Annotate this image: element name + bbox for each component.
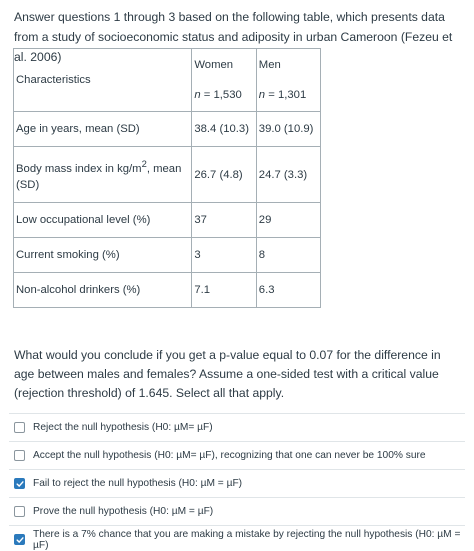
header-women-n-value: = 1,530 — [200, 89, 242, 101]
table-row — [14, 147, 321, 203]
row-men-value: 6.3 — [256, 273, 320, 308]
header-men — [256, 49, 320, 112]
row-women-value: 38.4 (10.3) — [192, 112, 256, 147]
row-women-value: 7.1 — [192, 273, 256, 308]
header-men-n — [259, 87, 318, 103]
answer-label: Reject the null hypothesis (H0: µM= µF) — [33, 422, 213, 433]
answer-option[interactable] — [9, 441, 465, 469]
row-label-rest: , mean (SD) — [16, 162, 182, 191]
answer-label: Accept the null hypothesis (H0: µM= µF), recognizing that one can never be 100% sure — [33, 450, 426, 461]
row-label: Non-alcohol drinkers (%) — [14, 273, 192, 308]
answer-option[interactable] — [9, 497, 465, 525]
checkbox[interactable] — [14, 534, 25, 545]
header-characteristics-label: Characteristics — [16, 74, 91, 86]
answer-label: There is a 7% chance that you are making a mistake by rejecting the null hypothesis (H0: µM = µF) — [33, 528, 461, 551]
row-men-value: 24.7 (3.3) — [256, 147, 320, 203]
row-label-main: Body mass index in kg/m — [16, 162, 142, 175]
header-characteristics — [14, 49, 192, 112]
answer-option[interactable] — [9, 469, 465, 497]
header-men-label: Men — [258, 59, 281, 71]
data-table — [13, 48, 321, 308]
row-men-value: 39.0 (10.9) — [256, 112, 320, 147]
row-label — [14, 147, 192, 203]
table-row — [14, 273, 321, 308]
row-label: Age in years, mean (SD) — [14, 112, 192, 147]
question-intro: Answer questions 1 through 3 based on the following table, which presents data from a study of socioeconomic status and adiposity in urban Cameroon (Fezeu et al. 2006) — [14, 10, 453, 64]
question-text: What would you conclude if you get a p-value equal to 0.07 for the difference in age between males and females? Assume a one-sided test with a critical value (rejection threshold) of 1.645. Select all that apply. — [14, 348, 441, 400]
table-row — [14, 238, 321, 273]
checkbox[interactable] — [14, 478, 25, 489]
checkmark-icon — [16, 480, 24, 488]
answer-label: Prove the null hypothesis (H0: µM = µF) — [33, 506, 214, 517]
table-row — [14, 112, 321, 147]
header-men-n-symbol: n — [258, 89, 266, 101]
row-men-value: 8 — [256, 238, 320, 273]
row-label: Current smoking (%) — [14, 238, 192, 273]
checkmark-icon — [16, 536, 24, 544]
header-women-n-symbol: n — [194, 89, 201, 101]
row-women-value: 26.7 (4.8) — [192, 147, 256, 203]
row-label-superscript: 2 — [141, 158, 147, 170]
header-women — [192, 49, 256, 112]
checkbox[interactable] — [14, 450, 25, 461]
answer-option[interactable] — [9, 413, 465, 441]
row-men-value: 29 — [256, 203, 320, 238]
header-women-label: Women — [194, 59, 234, 71]
row-women-value: 37 — [192, 203, 256, 238]
header-men-n-value: = 1,301 — [265, 89, 307, 101]
checkbox[interactable] — [14, 506, 25, 517]
table-header-row — [14, 49, 321, 112]
answer-list — [9, 413, 465, 551]
answer-option[interactable] — [9, 525, 465, 551]
header-women-n — [194, 87, 253, 103]
table-row — [14, 203, 321, 238]
row-women-value: 3 — [192, 238, 256, 273]
row-label: Low occupational level (%) — [14, 203, 192, 238]
checkbox[interactable] — [14, 422, 25, 433]
answer-label: Fail to reject the null hypothesis (H0: µM = µF) — [33, 478, 243, 489]
